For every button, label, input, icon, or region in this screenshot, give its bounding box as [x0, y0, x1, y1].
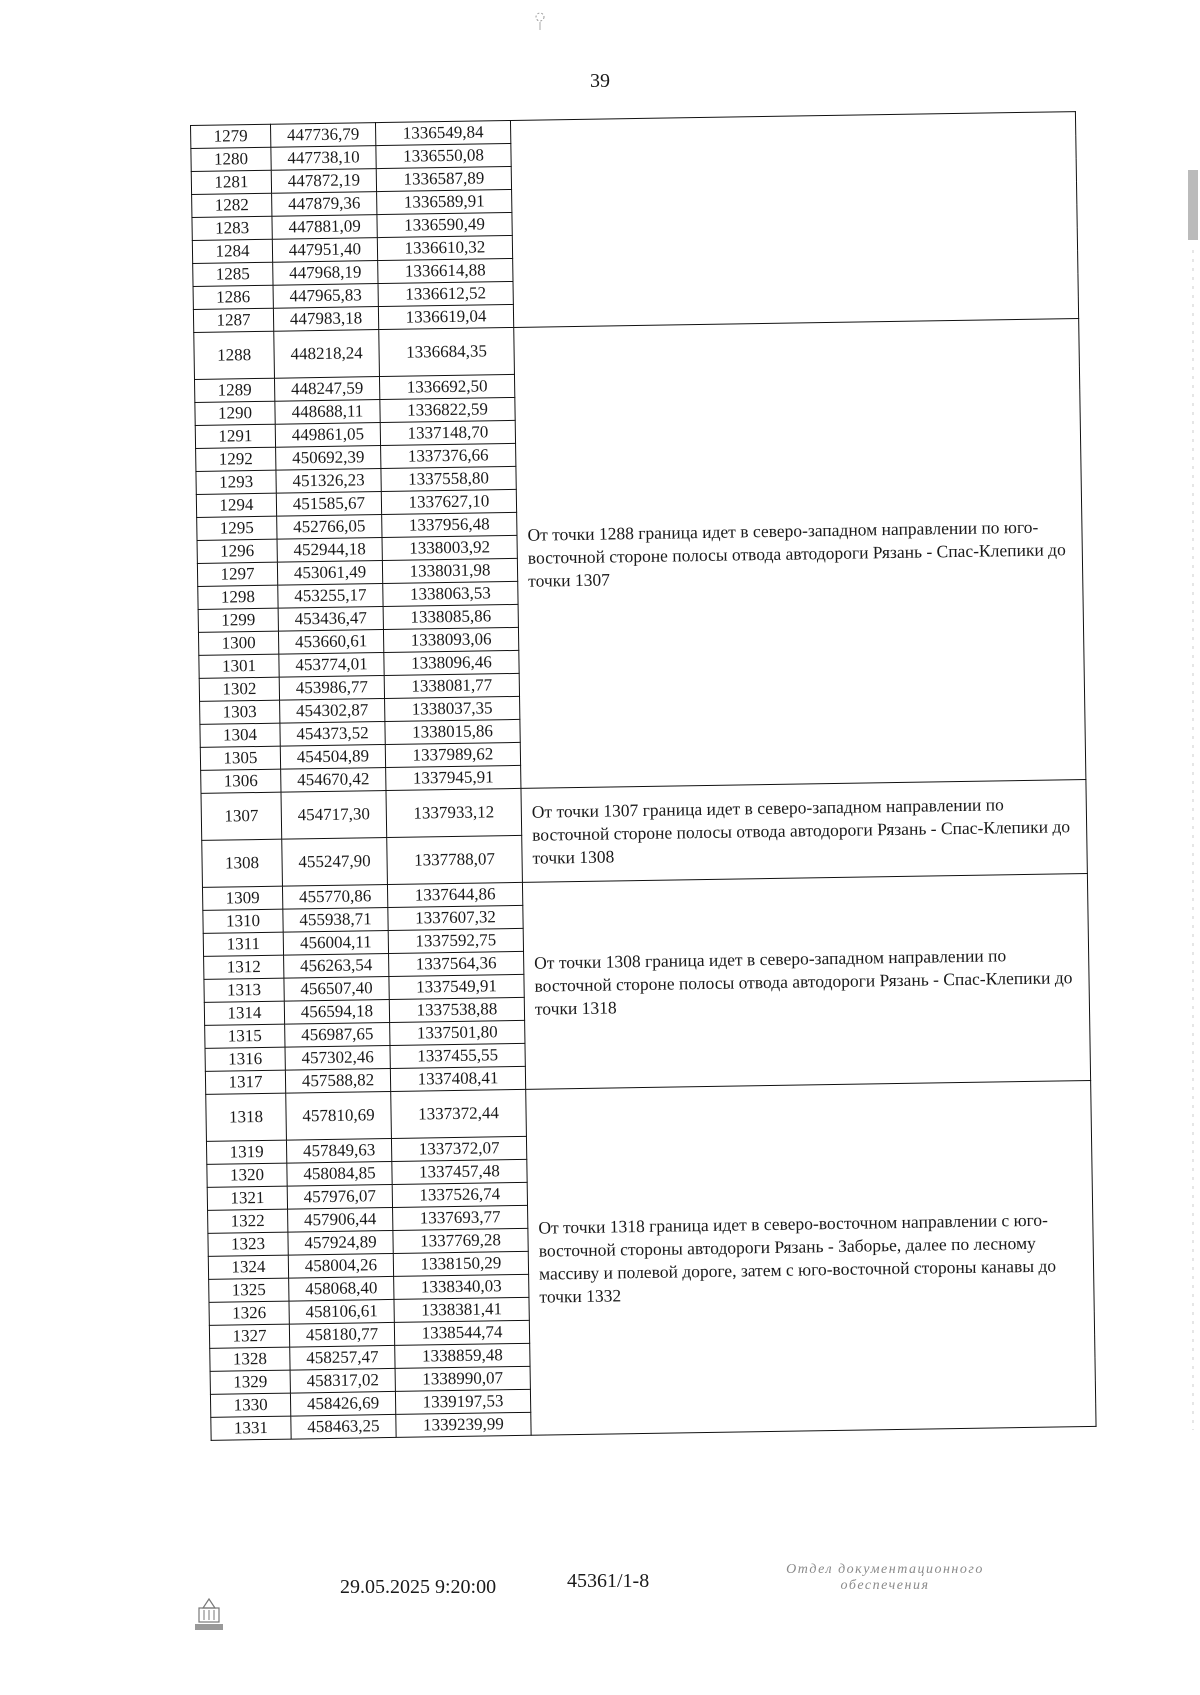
footer-doc-code: 45361/1-8	[567, 1570, 650, 1592]
coordinates-sheet	[190, 122, 1075, 1441]
point-number: 1283	[192, 216, 272, 240]
coord-x: 458068,40	[289, 1276, 394, 1301]
point-number: 1329	[210, 1370, 290, 1394]
coord-x: 458426,69	[290, 1391, 395, 1416]
point-number: 1302	[199, 677, 279, 701]
point-number: 1328	[210, 1347, 290, 1371]
coord-y: 1337956,48	[382, 512, 517, 537]
coord-x: 455938,71	[283, 907, 388, 932]
coord-x: 457588,82	[285, 1068, 390, 1093]
coord-y: 1337526,74	[392, 1182, 527, 1207]
coord-x: 447968,19	[273, 261, 378, 286]
coord-x: 449861,05	[275, 423, 380, 448]
point-number: 1280	[191, 147, 271, 171]
point-number: 1298	[198, 585, 278, 609]
coord-y: 1336550,08	[376, 143, 511, 168]
coord-y: 1338096,46	[384, 650, 519, 675]
coord-x: 456507,40	[284, 976, 389, 1001]
coord-x: 457810,69	[286, 1091, 392, 1140]
coord-y: 1338093,06	[383, 627, 518, 652]
coord-y: 1337592,75	[388, 928, 523, 953]
coord-x: 457976,07	[287, 1184, 392, 1209]
coord-y: 1337538,88	[389, 997, 524, 1022]
footer-datetime: 29.05.2025 9:20:00	[340, 1576, 497, 1598]
coord-x: 448247,59	[274, 377, 379, 402]
point-number: 1291	[195, 424, 275, 448]
point-number: 1317	[205, 1070, 285, 1094]
point-number: 1288	[194, 331, 275, 379]
coord-x: 455770,86	[282, 884, 387, 909]
coord-y: 1337945,91	[386, 765, 521, 790]
coord-y: 1337788,07	[387, 835, 523, 884]
coord-y: 1336619,04	[378, 304, 513, 329]
coord-x: 458084,85	[287, 1161, 392, 1186]
point-number: 1289	[194, 378, 274, 402]
coordinates-table	[190, 111, 1097, 1441]
coord-x: 458106,61	[289, 1299, 394, 1324]
coord-y: 1338031,98	[382, 558, 517, 583]
coord-x: 458257,47	[290, 1345, 395, 1370]
coord-x: 453061,49	[277, 561, 382, 586]
coord-y: 1338859,48	[395, 1343, 530, 1368]
coord-y: 1337558,80	[381, 466, 516, 491]
coord-y: 1336590,49	[377, 212, 512, 237]
coord-y: 1337501,80	[390, 1020, 525, 1045]
coord-y: 1338544,74	[394, 1320, 529, 1345]
coord-x: 456987,65	[285, 1022, 390, 1047]
coord-y: 1337607,32	[388, 905, 523, 930]
point-number: 1330	[210, 1393, 290, 1417]
table-row	[191, 112, 1076, 149]
boundary-description: От точки 1308 граница идет в северо-западном направлении по восточной стороне полосы отвода автодороги Рязань - Спас-Клепики до точки 1318	[522, 873, 1090, 1089]
point-number: 1285	[193, 262, 273, 286]
coord-x: 447881,09	[272, 215, 377, 240]
point-number: 1301	[199, 654, 279, 678]
coord-x: 452944,18	[277, 538, 382, 563]
coord-y: 1338081,77	[384, 673, 519, 698]
point-number: 1327	[209, 1324, 289, 1348]
coord-y: 1337408,41	[390, 1066, 525, 1091]
coord-x: 454717,30	[281, 791, 387, 840]
point-number: 1321	[207, 1186, 287, 1210]
point-number: 1315	[205, 1024, 285, 1048]
point-number: 1306	[201, 769, 281, 793]
point-number: 1284	[192, 239, 272, 263]
coord-x: 458463,25	[291, 1414, 396, 1439]
coord-x: 457302,46	[285, 1045, 390, 1070]
scan-edge-marks	[1186, 150, 1200, 1450]
point-number: 1323	[208, 1232, 288, 1256]
point-number: 1316	[205, 1047, 285, 1071]
coord-y: 1337627,10	[381, 489, 516, 514]
boundary-description	[510, 112, 1078, 328]
coord-x: 451326,23	[276, 469, 381, 494]
coord-x: 452766,05	[277, 515, 382, 540]
coord-y: 1337455,55	[390, 1043, 525, 1068]
coord-y: 1338381,41	[394, 1297, 529, 1322]
coord-y: 1337372,44	[391, 1089, 527, 1138]
coord-x: 458004,26	[288, 1253, 393, 1278]
coord-x: 447872,19	[271, 169, 376, 194]
point-number: 1294	[196, 493, 276, 517]
boundary-description: От точки 1307 граница идет в северо-западном направлении по восточной стороне полосы отвода автодороги Рязань - Спас-Клепики до точки 1308	[521, 780, 1087, 883]
coord-x: 454302,87	[280, 699, 385, 724]
coord-x: 447983,18	[273, 307, 378, 332]
coord-x: 448218,24	[274, 330, 380, 379]
coord-y: 1336822,59	[380, 397, 515, 422]
coord-x: 456004,11	[283, 930, 388, 955]
department-stamp	[745, 1562, 1025, 1594]
coord-y: 1336684,35	[379, 327, 515, 376]
point-number: 1297	[197, 562, 277, 586]
coord-x: 458317,02	[290, 1368, 395, 1393]
coord-x: 455247,90	[282, 837, 388, 886]
coord-y: 1337989,62	[385, 742, 520, 767]
coord-y: 1336612,52	[378, 281, 513, 306]
point-number: 1308	[202, 839, 283, 887]
coord-y: 1338063,53	[383, 581, 518, 606]
coord-x: 456263,54	[284, 953, 389, 978]
point-number: 1281	[191, 170, 271, 194]
coord-x: 453255,17	[278, 584, 383, 609]
coord-x: 448688,11	[275, 400, 380, 425]
coord-x: 447736,79	[270, 123, 375, 148]
coord-y: 1338037,35	[385, 696, 520, 721]
coord-y: 1336587,89	[376, 166, 511, 191]
coord-x: 447951,40	[272, 238, 377, 263]
coord-y: 1337769,28	[393, 1228, 528, 1253]
point-number: 1279	[191, 124, 271, 148]
coord-x: 447965,83	[273, 284, 378, 309]
coord-y: 1337644,86	[387, 882, 522, 907]
coord-y: 1337148,70	[380, 420, 515, 445]
coord-x: 454670,42	[281, 768, 386, 793]
point-number: 1307	[201, 792, 282, 840]
point-number: 1320	[207, 1163, 287, 1187]
emblem-icon	[190, 1596, 228, 1636]
coord-y: 1336692,50	[379, 374, 514, 399]
coord-y: 1336610,32	[377, 235, 512, 260]
coord-y: 1338085,86	[383, 604, 518, 629]
boundary-description: От точки 1318 граница идет в северо-восточном направлении с юго-восточной стороны автодороги Рязань - Заборье, далее по лесному массиву и полевой дороге, затем с юго-восточной стороны канавы до точки 1332	[526, 1080, 1096, 1435]
point-number: 1311	[203, 932, 283, 956]
coord-y: 1337564,36	[389, 951, 524, 976]
coord-y: 1337376,66	[381, 443, 516, 468]
point-number: 1331	[211, 1416, 291, 1440]
point-number: 1292	[196, 447, 276, 471]
point-number: 1319	[206, 1140, 286, 1164]
point-number: 1325	[209, 1278, 289, 1302]
point-number: 1287	[193, 308, 273, 332]
point-number: 1300	[198, 631, 278, 655]
coord-x: 457849,63	[286, 1138, 391, 1163]
coord-y: 1339197,53	[395, 1389, 530, 1414]
point-number: 1304	[200, 723, 280, 747]
point-number: 1290	[195, 401, 275, 425]
coord-y: 1339239,99	[396, 1412, 531, 1437]
coord-y: 1336549,84	[375, 120, 510, 145]
scan-mark-icon	[533, 10, 547, 32]
coord-x: 453436,47	[278, 607, 383, 632]
point-number: 1324	[208, 1255, 288, 1279]
coord-x: 454373,52	[280, 722, 385, 747]
coord-x: 450692,39	[276, 446, 381, 471]
point-number: 1322	[208, 1209, 288, 1233]
coord-x: 458180,77	[289, 1322, 394, 1347]
coord-x: 457924,89	[288, 1230, 393, 1255]
point-number: 1282	[192, 193, 272, 217]
point-number: 1309	[202, 886, 282, 910]
coord-y: 1338003,92	[382, 535, 517, 560]
boundary-description: От точки 1288 граница идет в северо-западном направлении по юго-восточной стороне полосы отвода автодороги Рязань - Спас-Клепики до точки 1307	[514, 319, 1086, 789]
stamp-line-1: Отдел документационного	[786, 1562, 984, 1577]
point-number: 1314	[204, 1001, 284, 1025]
coord-x: 453774,01	[279, 653, 384, 678]
coord-x: 453986,77	[279, 676, 384, 701]
coord-y: 1338990,07	[395, 1366, 530, 1391]
coord-x: 456594,18	[284, 999, 389, 1024]
coord-x: 453660,61	[278, 630, 383, 655]
point-number: 1295	[197, 516, 277, 540]
point-number: 1305	[200, 746, 280, 770]
point-number: 1312	[204, 955, 284, 979]
coordinates-table-body	[191, 112, 1097, 1441]
point-number: 1303	[200, 700, 280, 724]
coord-x: 447879,36	[272, 192, 377, 217]
point-number: 1296	[197, 539, 277, 563]
coord-y: 1337693,77	[393, 1205, 528, 1230]
coord-x: 451585,67	[276, 492, 381, 517]
point-number: 1326	[209, 1301, 289, 1325]
point-number: 1286	[193, 285, 273, 309]
point-number: 1310	[203, 909, 283, 933]
point-number: 1313	[204, 978, 284, 1002]
point-number: 1318	[206, 1093, 287, 1141]
page-number: 39	[590, 70, 610, 92]
coord-y: 1337933,12	[386, 788, 522, 837]
coord-y: 1337457,48	[392, 1159, 527, 1184]
coord-y: 1338150,29	[393, 1251, 528, 1276]
point-number: 1293	[196, 470, 276, 494]
coord-y: 1337372,07	[391, 1136, 526, 1161]
coord-y: 1337549,91	[389, 974, 524, 999]
coord-x: 457906,44	[288, 1207, 393, 1232]
coord-y: 1336614,88	[378, 258, 513, 283]
stamp-line-2: обеспечения	[840, 1578, 930, 1593]
coord-x: 447738,10	[271, 146, 376, 171]
point-number: 1299	[198, 608, 278, 632]
coord-y: 1336589,91	[377, 189, 512, 214]
coord-y: 1338340,03	[394, 1274, 529, 1299]
coord-y: 1338015,86	[385, 719, 520, 744]
coord-x: 454504,89	[280, 745, 385, 770]
